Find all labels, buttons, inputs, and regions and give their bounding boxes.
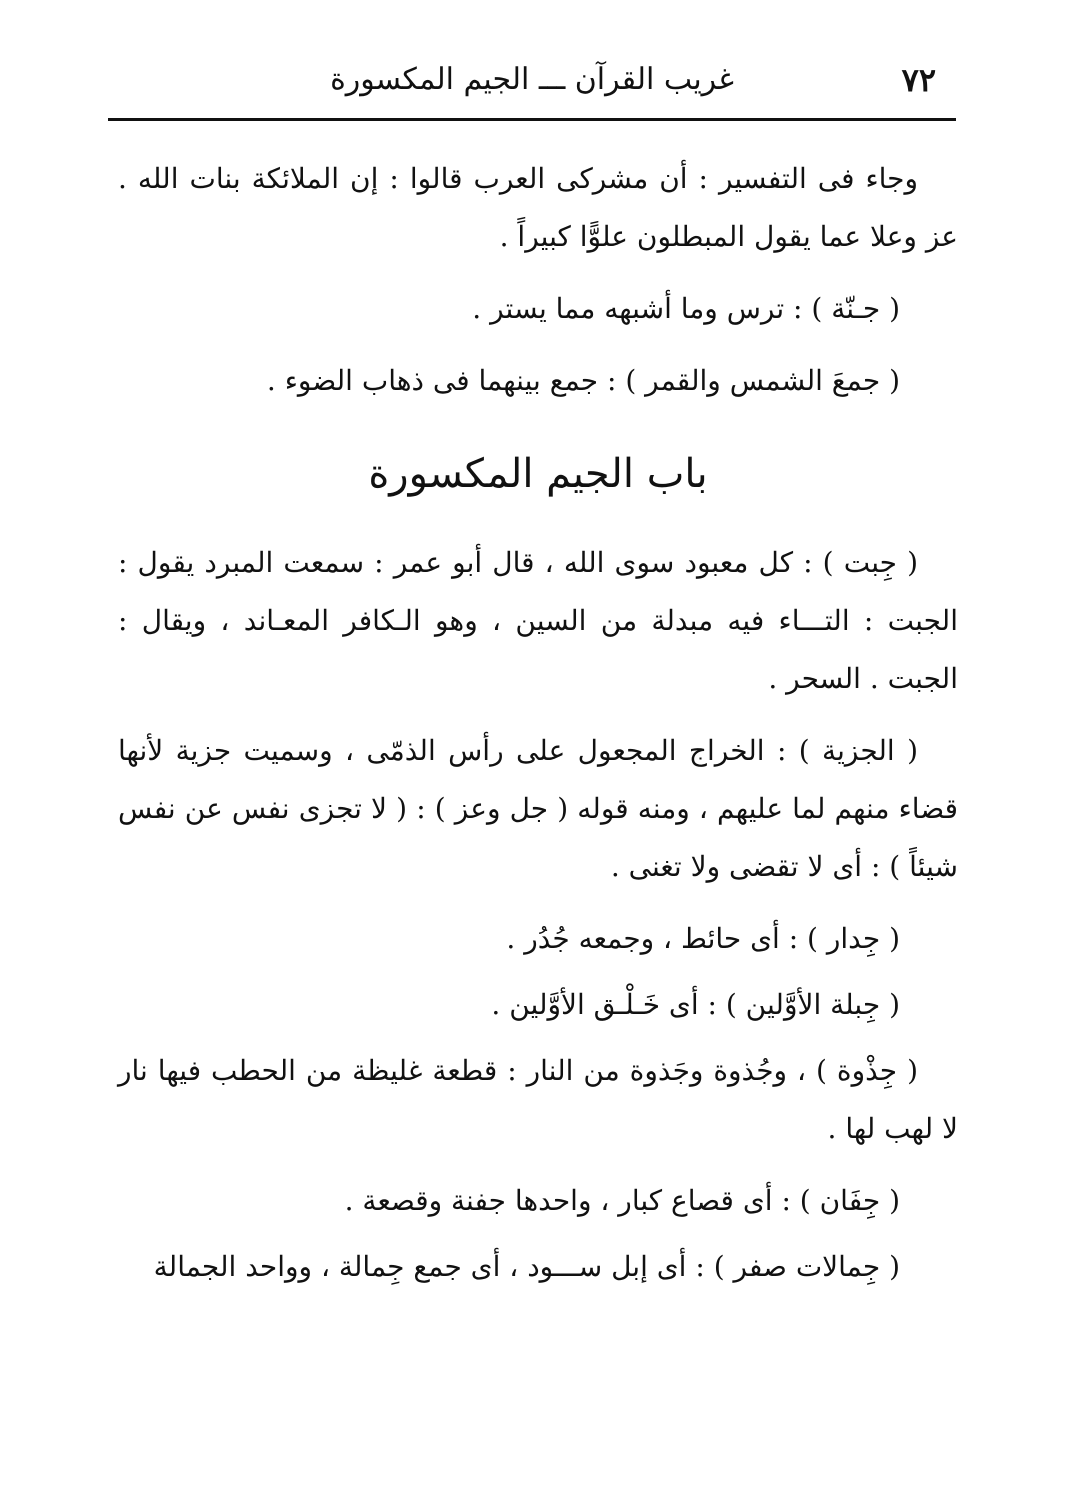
entry-jimalat: ( جِمالات صفر ) : أى إبل ســـود ، أى جمع جِمالة ، وواحد الجمالة bbox=[153, 1250, 900, 1283]
entry-jibt: ( جِبت ) : كل معبود سوى الله ، قال أبو عمر : سمعت المبرد يقول : الجبت : التـــاء فيه مبدلة من السين ، وهو الـكافر المعـاند ، ويقال : الجبت . السحر . bbox=[118, 546, 958, 695]
entry-jidhwa: ( جِذْوة ) ، وجُذوة وجَذوة من النار : قطعة غليظة من الحطب فيها نار لا لهب لها . bbox=[118, 1054, 958, 1145]
running-title: غريب القرآن ـــ الجيم المكسورة bbox=[330, 62, 734, 97]
header-rule bbox=[108, 118, 956, 121]
page-body bbox=[118, 150, 958, 1310]
chapter-heading: باب الجيم المكسورة bbox=[368, 451, 708, 497]
entry-junna: ( جـنّة ) : ترس وما أشبهه مما يستر . bbox=[472, 292, 900, 325]
entry-jibilla: ( جِبلة الأوَّلين ) : أى خَـلْـق الأوَّلين . bbox=[491, 988, 900, 1021]
entry-jidar: ( جِدار ) : أى حائط ، وجمعه جُدُر . bbox=[506, 922, 900, 955]
page-number: ٧٢ bbox=[901, 61, 936, 99]
entry-jizya: ( الجزية ) : الخراج المجعول على رأس الذمّى ، وسميت جزية لأنها قضاء منهم لما عليهم ، ومنه قوله ( جل وعز ) : ( لا تجزى نفس عن نفس شيئاً ) : أى لا تقضى ولا تغنى . bbox=[118, 734, 958, 883]
paragraph-tafsir: وجاء فى التفسير : أن مشركى العرب قالوا : إن الملائكة بنات الله . عز وعلا عما يقول المبطلون علوًّا كبيراً . bbox=[118, 162, 958, 253]
entry-jifan: ( جِفَان ) : أى قصاع كبار ، واحدها جفنة وقصعة . bbox=[344, 1184, 900, 1217]
page-header bbox=[112, 52, 942, 118]
entry-jama-alshams: ( جمعَ الشمس والقمر ) : جمع بينهما فى ذهاب الضوء . bbox=[266, 364, 900, 397]
